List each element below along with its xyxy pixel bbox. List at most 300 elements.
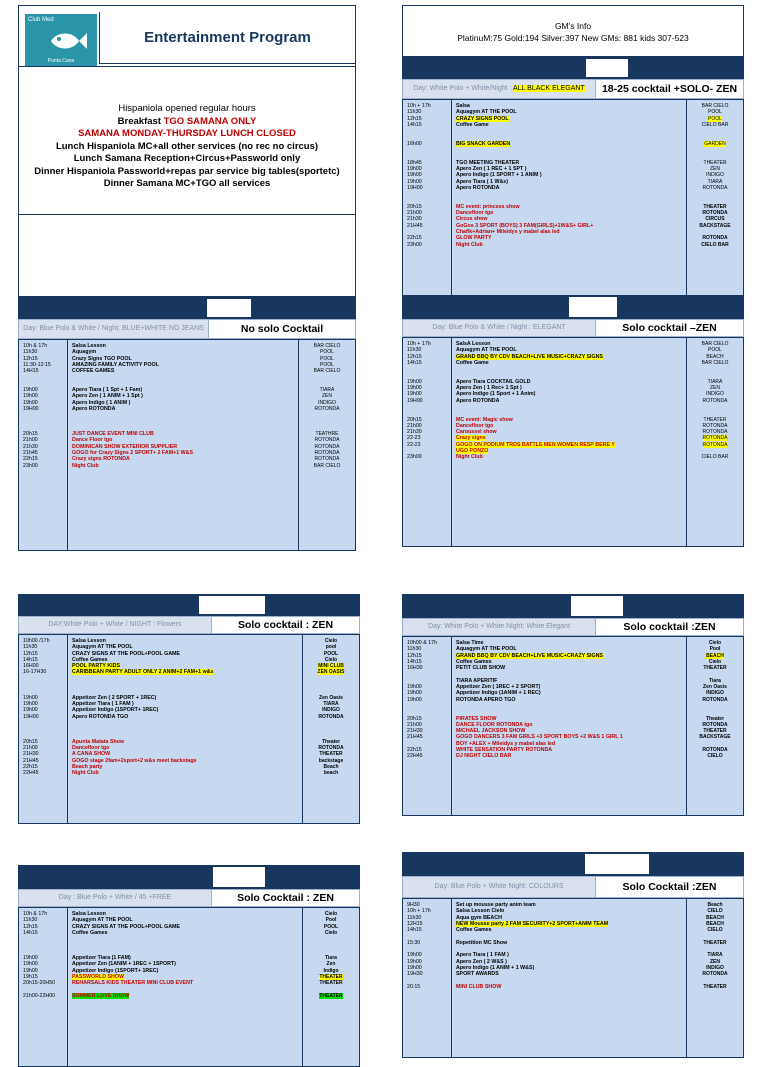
time-cell: 14h15: [407, 927, 422, 934]
time-cell: 20h15: [407, 203, 422, 210]
time-cell: 22h15: [23, 763, 38, 770]
gm-info-title: GM's Info: [554, 21, 592, 31]
activity-cell: ROTONDA APERO TGO: [456, 696, 516, 703]
activity-cell: SUMMER LOVE SHOW: [72, 992, 130, 999]
dress-code: Day: White Polo + White/Night : ALL BLACK ELEGANT: [413, 85, 585, 93]
solo-cocktail: No solo Cocktail: [208, 320, 355, 338]
time-cell: 19h00: [23, 955, 38, 962]
times-column: [403, 899, 451, 1057]
activity-cell: Appetizer Zen ( 2 SPORT + 1REC): [72, 694, 157, 701]
time-cell: 21h00: [23, 745, 38, 752]
time-cell: 12h15: [407, 353, 422, 360]
venue-cell: THEATER: [319, 751, 343, 758]
activity-cell: Apero Tiara COCKTAIL GOLD: [456, 378, 531, 385]
activity-cell: Apero ROTONDA TGO: [72, 713, 129, 720]
activity-cell: WHITE SENSATION PARTY ROTONDA: [456, 747, 553, 754]
activity-cell: Night Club: [72, 462, 99, 469]
time-cell: 22h15: [407, 235, 422, 242]
gm-count: [570, 595, 624, 617]
activity-cell: SPORT AWARDS: [456, 971, 499, 978]
venue-cell: ROTONDA: [318, 745, 344, 752]
activities-column: [67, 908, 303, 1066]
time-cell: 19h00: [407, 684, 422, 691]
venue-cell: INDIGO: [318, 399, 336, 406]
time-cell: 10h & 17h: [23, 911, 48, 917]
activity-cell: CARIBBEAN PARTY ADULT ONLY 2 ANIM+2 FAM+1 w&s: [72, 669, 214, 676]
time-cell: 10h00 /17h: [23, 638, 50, 644]
venue-cell: BACKSTAGE: [699, 734, 731, 741]
schedule-body: [402, 337, 744, 547]
time-cell: 22h15: [407, 747, 422, 754]
venue-cell: BEACH: [706, 920, 724, 927]
dress-code: Day : Blue Polo + White / 45 +FREE: [58, 894, 172, 902]
time-cell: 19h00: [407, 958, 422, 965]
time-cell: 19h00: [407, 952, 422, 959]
venue-cell: THEATER: [703, 203, 727, 210]
day-header: [402, 852, 744, 876]
activity-cell: GRAND BBQ BY CDV BEACH+LIVE MUSIC+CRAZY SIGNS: [456, 652, 603, 659]
venue-cell: Cielo: [708, 658, 722, 665]
activity-cell: GOGO DANCERS 3 FAM GIRLS +3 SPORT BOYS +2 W&S 1 GIRL 1: [456, 734, 623, 741]
time-cell: 14h15: [23, 929, 38, 936]
venue-cell: ROTONDA: [702, 210, 728, 217]
info-line: Dinner Hispaniola Passworld+repas par service big tables(sportetc): [34, 165, 340, 177]
time-cell: 19h00: [23, 393, 38, 400]
venue-cell: CIELO BAR: [701, 121, 729, 128]
venue-cell: ROTONDA: [314, 450, 340, 457]
schedule-body: [18, 634, 360, 824]
venue-cell: ZEN: [710, 385, 720, 392]
venue-cell: POOL: [320, 361, 334, 368]
venue-cell: TIARA: [707, 378, 723, 385]
gm-count: [584, 853, 650, 875]
venue-cell: TIARA: [319, 387, 335, 394]
activity-cell: Apero Zen ( 1 REC + 1 SPT ): [456, 165, 527, 172]
club-med-logo: [25, 14, 97, 66]
venue-cell: TIARA: [707, 178, 723, 185]
activity-cell: NEW Mousse party 2 FAM SECURITY+2 SPORT+ANIM TEAM: [456, 920, 609, 927]
time-cell: 10h + 17h: [407, 341, 431, 347]
activity-cell: BIG SNACK GARDEN: [456, 140, 511, 147]
venue-cell: THEATER: [703, 983, 727, 990]
time-cell: 11h30: [23, 349, 38, 356]
activity-cell: POOL PARTY KIDS: [72, 663, 120, 670]
schedule-body: [18, 907, 360, 1067]
activity-cell: Aquagym: [72, 349, 97, 356]
venue-cell: INDIGO: [706, 964, 724, 971]
time-cell: 20h15-20H50: [23, 980, 56, 987]
activity-cell: AMAZING FAMILY ACTIVITY POOL: [72, 361, 159, 368]
venue-cell: POOL: [708, 115, 722, 122]
activity-cell: Aquagym AT THE POOL: [456, 109, 517, 116]
activity-cell: Caroussel show: [456, 429, 497, 436]
venue-cell: ROTONDA: [702, 721, 728, 728]
time-cell: 21h45: [23, 450, 38, 457]
day-header: [402, 295, 744, 319]
time-cell: 21h30: [23, 443, 38, 450]
venue-cell: ROTONDA: [314, 405, 340, 412]
venue-cell: Cielo: [324, 656, 338, 663]
activity-cell: Dancefloor tgo: [456, 422, 494, 429]
day-header: [18, 865, 360, 889]
time-cell: 14h15: [407, 359, 422, 366]
activity-cell: Apero Indigo ( 1 ANIM ): [72, 399, 131, 406]
day-card-saturday: [18, 297, 356, 551]
time-cell: 21H45: [23, 757, 39, 764]
time-cell: 19H00: [407, 184, 423, 191]
info-line: SAMANA MONDAY-THURSDAY LUNCH CLOSED: [78, 128, 296, 139]
activity-cell: Coffee Games: [72, 929, 108, 936]
dress-code-bar: [402, 79, 744, 99]
venue-cell: ZEN: [710, 958, 720, 965]
venues-column: [687, 899, 743, 1057]
time-cell: 22H45: [407, 753, 423, 760]
time-cell: 18h45: [407, 159, 422, 166]
venue-cell: ROTONDA: [318, 713, 344, 720]
venue-cell: ROTONDA: [702, 747, 728, 754]
activity-cell: Crazy Signs TGO POOL: [72, 355, 132, 362]
activity-cell: Set up mousse party anim team: [456, 902, 536, 908]
venue-cell: BAR CIELO: [701, 359, 729, 366]
time-cell: 21h00: [23, 437, 38, 444]
activity-cell: PASSWORLD SHOW: [72, 973, 124, 980]
activity-cell: MINI CLUB SHOW: [456, 983, 502, 990]
activity-cell: CRAZY SIGNS AT THE POOL+POOL GAME: [72, 923, 180, 930]
venue-cell: CIELO: [707, 753, 723, 760]
venue-cell: THEATER: [319, 992, 343, 999]
activity-cell: Aquagym AT THE POOL: [456, 347, 517, 354]
activity-cell: Crazy signs ROTONDA: [72, 456, 130, 463]
page-title: Entertainment Program: [99, 12, 355, 64]
time-cell: 23h00: [23, 462, 38, 469]
entertainment-card: [18, 5, 356, 297]
venue-cell: Tiara: [325, 955, 337, 962]
time-cell: 21h30: [407, 216, 422, 223]
venue-cell: BAR CIELO: [701, 341, 729, 347]
venue-cell: THEATER: [703, 665, 727, 672]
activity-cell: Appetizer Indigo (1SPORT+ 1REC): [72, 967, 159, 974]
venue-cell: POOL: [320, 349, 334, 356]
time-cell: 21H45: [407, 222, 423, 229]
blank-area: [19, 214, 355, 296]
activity-cell: Apero Zen ( 1 Rec+ 1 Spt ): [456, 385, 522, 392]
venue-cell: Zen Oasis: [703, 684, 727, 691]
venue-cell: Pool: [709, 646, 721, 653]
activity-cell: Aquagym AT THE POOL: [72, 917, 133, 924]
day-card-sunday: [402, 57, 744, 311]
activity-cell: GRAND BBQ BY CDV BEACH+LIVE MUSIC+CRAZY SIGNS: [456, 353, 603, 360]
venue-cell: CIELO BAR: [701, 241, 729, 248]
time-cell: 19H00: [23, 405, 39, 412]
time-cell: 11h30: [407, 914, 422, 921]
activity-cell: Dance Floor tgo: [72, 437, 113, 444]
activity-cell: CRAZY SIGNS POOL: [456, 115, 509, 122]
schedule-body: [402, 898, 744, 1058]
time-cell: 19H00: [407, 397, 423, 404]
venue-cell: BAR CIELO: [313, 368, 341, 375]
activity-cell: Apero ROTONDA: [456, 184, 500, 191]
dress-code-bar: [402, 618, 744, 636]
time-cell: 21H30: [23, 751, 39, 758]
venue-cell: pool: [325, 644, 337, 651]
logo-text: Club Med: [28, 17, 54, 23]
activity-cell: Apero Indigo (1 SPORT + 1 ANIM ): [456, 172, 542, 179]
time-cell: 10h + 17h: [407, 908, 431, 915]
activity-cell: GLOW PARTY: [456, 235, 492, 242]
dress-code-bar: [402, 319, 744, 337]
time-cell: 19h00: [407, 696, 422, 703]
venue-cell: Pool: [325, 917, 337, 924]
solo-cocktail: 18-25 cocktail +SOLO- ZEN: [595, 80, 743, 98]
venue-cell: backstage: [318, 757, 344, 764]
activity-cell: Dancefloor tgo: [72, 745, 110, 752]
activity-cell: Salsa Lesson: [72, 911, 106, 917]
time-cell: 11h30: [407, 109, 422, 116]
venue-cell: THEATER: [703, 939, 727, 946]
venue-cell: BEACH: [706, 914, 724, 921]
activity-cell: Circus show: [456, 216, 488, 223]
time-cell: 10h00 & 17h: [407, 640, 438, 646]
activity-cell: Appetizer Indigo (1SPORT+ 1REC): [72, 707, 159, 714]
venue-cell: ROTONDA: [314, 437, 340, 444]
schedule-body: [402, 636, 744, 816]
time-cell: 21h00-22H00: [23, 992, 56, 999]
time-cell: 19h00: [407, 178, 422, 185]
fish-icon: [47, 28, 87, 54]
activity-cell: JUST DANCE EVENT MINI CLUB: [72, 431, 154, 438]
dress-code: DAY:White Polo + White / NIGHT : Flowers: [48, 621, 182, 629]
time-cell: 11h30: [407, 646, 422, 653]
day-card-thursday: [402, 594, 744, 816]
activity-cell: TGO MEETING THEATER: [456, 159, 520, 166]
venue-cell: CIELO BAR: [701, 454, 729, 461]
day-header: [18, 297, 356, 319]
activity-cell: Apero Tiara ( 1 W&s): [456, 178, 508, 185]
time-cell: 23h00: [407, 454, 422, 461]
activity-cell: BOY +ALEX + Mileidys y mabel alas led: [456, 740, 556, 747]
dress-code-bar: [18, 889, 360, 907]
venue-cell: THEATER: [319, 980, 343, 987]
venue-cell: THEATER: [319, 973, 343, 980]
dress-code-bar: [18, 616, 360, 634]
activity-cell: TIARA APERITIF: [456, 677, 498, 684]
venue-cell: Cielo: [708, 640, 722, 646]
activity-cell: Night Club: [72, 770, 99, 777]
venue-cell: POOL: [708, 347, 722, 354]
time-cell: 19h00: [23, 387, 38, 394]
time-cell: 19h00: [407, 391, 422, 398]
dress-code: Day: Blue Polo & White / Night: BLUE+WHITE NO JEANS: [23, 325, 204, 333]
activity-cell: Apero Tiara ( 1 FAM ): [456, 952, 509, 959]
venue-cell: ROTONDA: [702, 235, 728, 242]
activity-cell: Night Club: [456, 454, 483, 461]
activity-cell: A CANA SHOW: [72, 751, 111, 758]
activity-cell: Apero Zen ( 1 ANIM + 1 Spt ): [72, 393, 143, 400]
time-cell: 19h00: [407, 385, 422, 392]
time-cell: 16H30: [407, 665, 423, 672]
activity-cell: Appetizer Tiara (1 FAM): [72, 955, 131, 962]
time-cell: 12H15: [407, 920, 423, 927]
dress-code: Day: Blue Polo & White / Night : ELEGANT: [432, 324, 566, 332]
time-cell: 20h15: [23, 738, 38, 745]
activity-cell: Dancefloor tgo: [456, 210, 494, 217]
venues-column: [303, 908, 359, 1066]
activity-cell: UGO PONZO: [456, 448, 489, 455]
venue-cell: BAR CIELO: [701, 103, 729, 109]
solo-cocktail: Solo cocktail :ZEN: [595, 619, 743, 635]
activity-cell: CRAZY SIGNS AT THE POOL+POOL GAME: [72, 650, 180, 657]
venue-cell: ROTONDA: [702, 184, 728, 191]
venue-cell: Indigo: [323, 967, 339, 974]
time-cell: 11h30: [407, 347, 422, 354]
gm-info-stats: PlatinuM:75 Gold:194 Silver:397 New GMs: 881 kids 307-523: [457, 33, 689, 43]
dress-code: Day: White Polo + White Night: White Elegant: [428, 623, 570, 631]
time-cell: 10h & 17h: [23, 343, 48, 349]
time-cell: 19h00: [23, 694, 38, 701]
activity-cell: PIRATES SHOW: [456, 715, 497, 722]
activity-cell: Coffee Game: [456, 121, 489, 128]
venues-column: [303, 635, 359, 823]
activity-cell: MICHAEL JACKSON SHOW: [456, 728, 526, 735]
solo-cocktail: Solo cocktail : ZEN: [211, 617, 359, 633]
time-cell: 19h15: [23, 973, 38, 980]
times-column: [19, 340, 67, 550]
activity-cell: Coffee Games: [72, 656, 108, 663]
venue-cell: POOL: [320, 355, 334, 362]
venue-cell: ROTONDA: [702, 422, 728, 429]
venue-cell: Cielo: [324, 911, 338, 917]
venue-cell: ROTONDA: [702, 397, 728, 404]
time-cell: 11h30: [23, 917, 38, 924]
time-cell: 16H00: [23, 663, 39, 670]
time-cell: 19h00: [407, 172, 422, 179]
activity-cell: GOGO stage 2fam+2sport+2 w&s meet backstage: [72, 757, 197, 764]
venue-cell: GARDEN: [704, 140, 726, 147]
activity-cell: Chafik+Adrian+ Mileidys y mabel alas led: [456, 228, 560, 235]
activity-cell: Salsa Lesson: [72, 343, 106, 349]
venue-cell: BAR CIELO: [313, 462, 341, 469]
venue-cell: ROTONDA: [702, 971, 728, 978]
venue-cell: TIARA: [323, 700, 339, 707]
venue-cell: Zen: [326, 961, 336, 968]
activity-cell: DJ NIGHT CIELO BAR: [456, 753, 512, 760]
activity-cell: Beach party: [72, 763, 103, 770]
time-cell: 11:30-12:15: [23, 361, 51, 368]
activity-cell: Apunta Matata Show: [72, 738, 125, 745]
time-cell: 14h15: [23, 656, 38, 663]
time-cell: 19h00: [407, 964, 422, 971]
activity-cell: Apero ROTONDA: [456, 397, 500, 404]
activity-cell: Aquagym AT THE POOL: [456, 646, 517, 653]
gm-count: [568, 296, 618, 318]
activity-cell: Crazy signs: [456, 435, 486, 442]
time-cell: 19h00: [23, 961, 38, 968]
venue-cell: Zen Oasis: [319, 694, 343, 701]
info-line: Breakfast TGO SAMANA ONLY: [117, 115, 257, 127]
venue-cell: BACKSTAGE: [699, 222, 731, 229]
activity-cell: Apero Zen ( 2 W&S ): [456, 958, 507, 965]
venue-cell: THEATER: [703, 728, 727, 735]
logo-sub: Punta Cana: [47, 58, 75, 64]
time-cell: 20h15: [407, 715, 422, 722]
time-cell: 19h00: [407, 165, 422, 172]
dress-code-bar: [402, 876, 744, 898]
time-cell: 19h00: [407, 690, 422, 697]
time-cell: 21H45: [407, 734, 423, 741]
venue-cell: ROTONDA: [702, 696, 728, 703]
activity-cell: GOGO ON PODIUM TRDS BATTLE MEN WOMEN RESP BERE Y: [456, 441, 615, 448]
venue-cell: ROTONDA: [702, 429, 728, 436]
activity-cell: Apero ROTONDA: [72, 405, 116, 412]
venues-column: [687, 338, 743, 546]
day-header: [18, 594, 360, 616]
activity-cell: MC event: princess show: [456, 203, 520, 210]
activities-column: [67, 340, 299, 550]
solo-cocktail: Solo Cocktail : ZEN: [211, 890, 359, 906]
activity-cell: Apero Indigo (1 Sport + 1 Anim): [456, 391, 536, 398]
times-column: [19, 635, 67, 823]
time-cell: 22H45: [23, 770, 39, 777]
venue-cell: INDIGO: [706, 391, 724, 398]
time-cell: 19H30: [407, 971, 423, 978]
activity-cell: Appetizer Zen (1ANIM + 1REC + 1SPORT): [72, 961, 176, 968]
activity-cell: Repetition MC Show: [456, 939, 508, 946]
venue-cell: BEACH: [706, 652, 724, 659]
activity-cell: Coffee Games: [456, 658, 492, 665]
time-cell: 19h00: [407, 378, 422, 385]
activity-cell: GoGos 3 SPORT (BOYS) 3 FAM(GIRLS)+1W&S+ GIRL+: [456, 222, 594, 229]
activity-cell: DANCE FLOOR ROTONDA tgo: [456, 721, 533, 728]
venue-cell: BAR CIELO: [313, 343, 341, 349]
time-cell: 21h00: [407, 721, 422, 728]
time-cell: 9H30: [407, 902, 420, 908]
venue-cell: ROTONDA: [314, 443, 340, 450]
time-cell: 11h30: [23, 644, 38, 651]
times-column: [19, 908, 67, 1066]
venue-cell: INDIGO: [322, 707, 340, 714]
venue-cell: ROTONDA: [314, 456, 340, 463]
venue-cell: ZEN: [322, 393, 332, 400]
time-cell: 21h00: [407, 210, 422, 217]
activity-cell: DOMINICAN SHOW EXTERIOR SUPPLIER: [72, 443, 178, 450]
time-cell: 19h00: [23, 967, 38, 974]
venue-cell: CIELO: [707, 927, 723, 934]
activities-column: [451, 899, 687, 1057]
time-cell: 19H00: [23, 713, 39, 720]
solo-cocktail: Solo Cocktail :ZEN: [595, 877, 743, 897]
activity-cell: Salsa Lesson: [72, 638, 106, 644]
venues-column: [687, 637, 743, 815]
venue-cell: POOL: [708, 109, 722, 116]
venue-cell: Beach: [323, 763, 339, 770]
day-header: [402, 594, 744, 618]
time-cell: 21h30: [407, 429, 422, 436]
venue-cell: TEATHRE: [315, 431, 339, 438]
activity-cell: Appetizer Zen ( 1REC + 2 SPORT): [456, 684, 541, 691]
venue-cell: Tiara: [709, 677, 721, 684]
time-cell: 12h15: [23, 923, 38, 930]
venue-cell: beach: [323, 770, 339, 777]
gm-info-card: [402, 5, 744, 57]
hours-info: [19, 66, 355, 216]
time-cell: 20h15: [407, 416, 422, 423]
activity-cell: PETIT CLUB SHOW: [456, 665, 506, 672]
activities-column: [67, 635, 303, 823]
venue-cell: Cielo: [324, 638, 338, 644]
gm-count: [206, 298, 252, 318]
venue-cell: ZEN OASIS: [317, 669, 345, 676]
activity-cell: Appetizer Indigo (1ANIM + 1 REC): [456, 690, 541, 697]
